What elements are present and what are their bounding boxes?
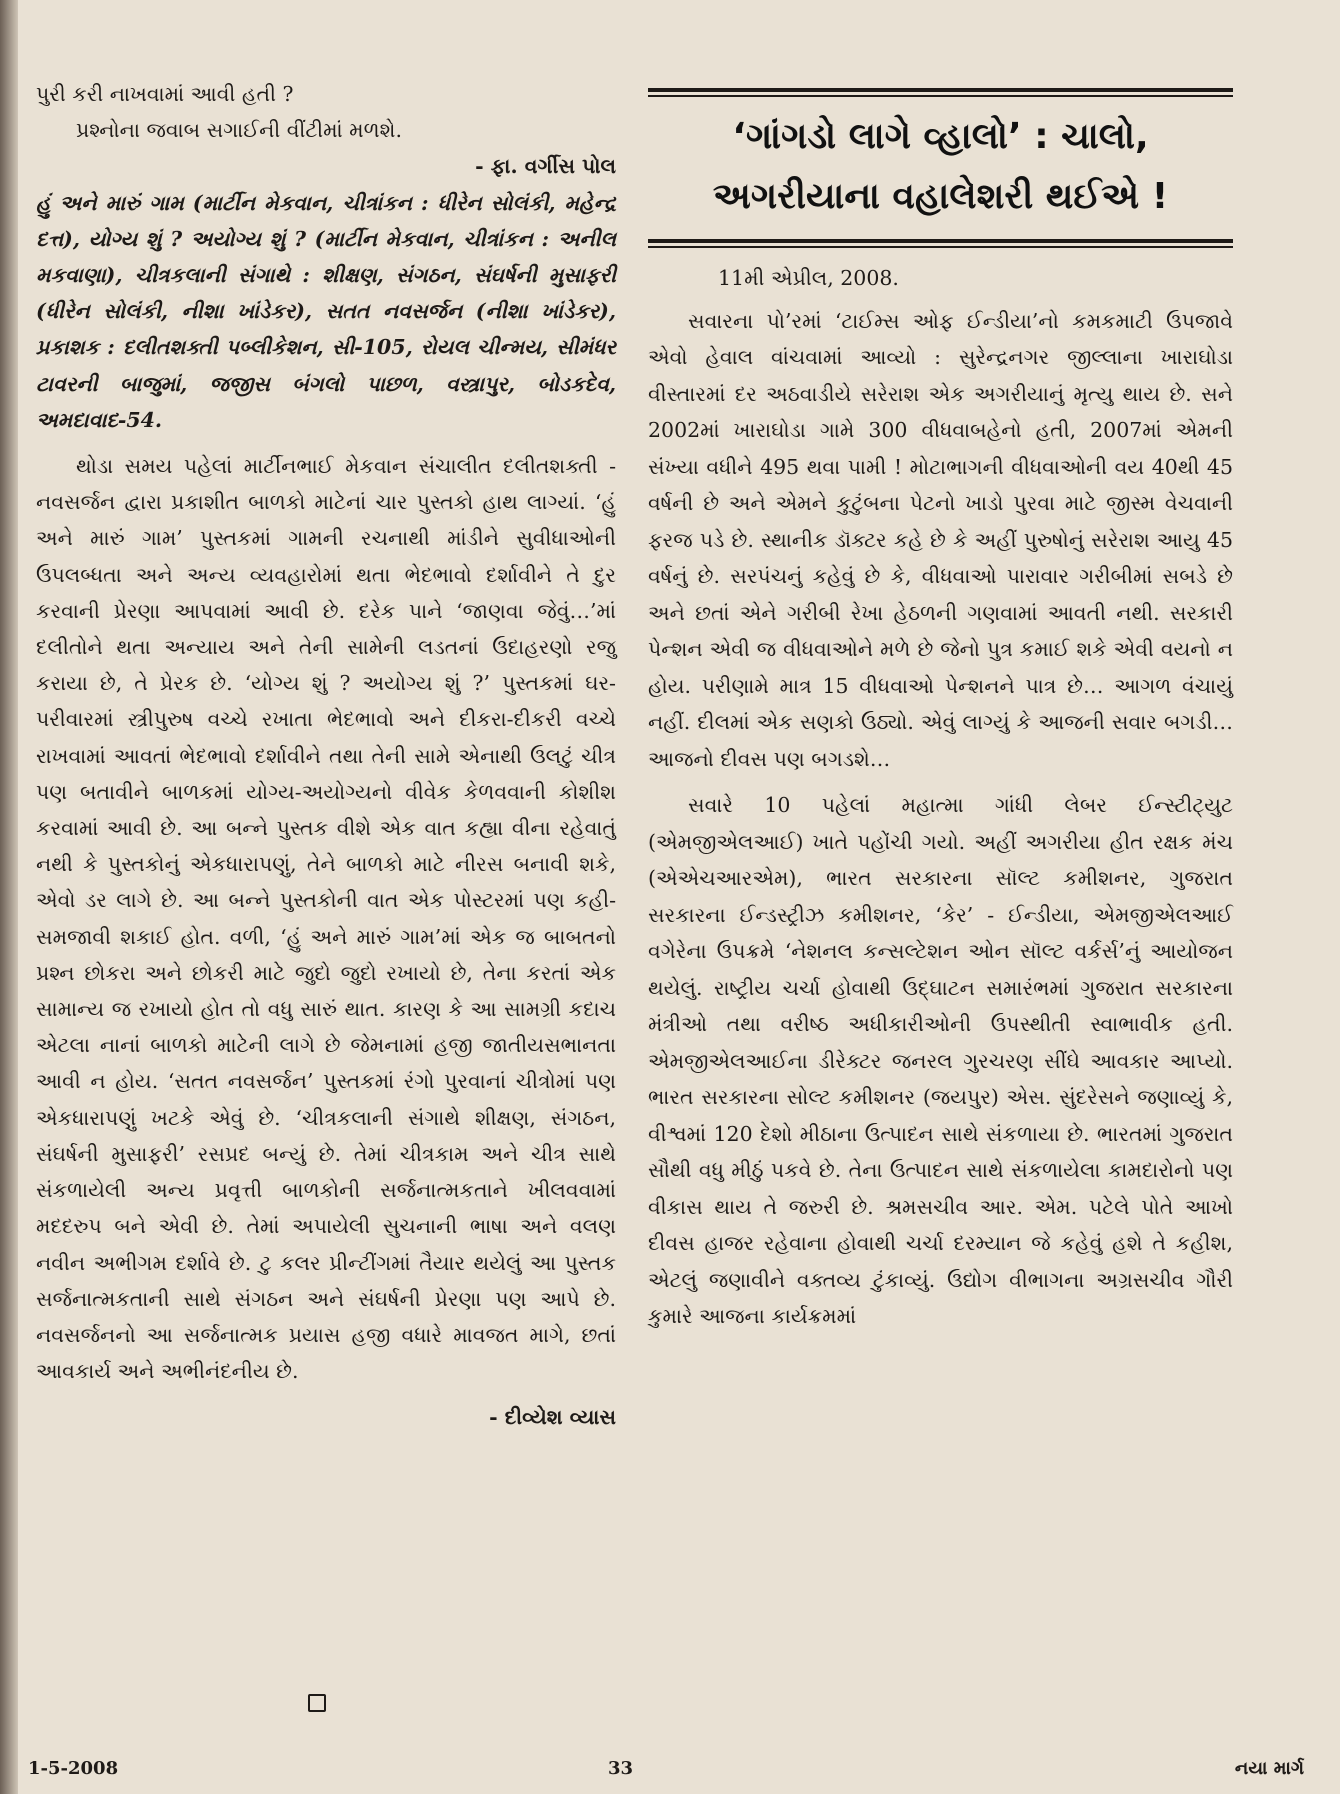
- footer-page-number: 33: [608, 1758, 634, 1779]
- left-answer-line: પ્રશ્નોના જવાબ સગાઈની વીંટીમાં મળશે.: [76, 118, 402, 143]
- article-title-box: [648, 88, 1233, 248]
- article-paragraph-1: સવારના પો’રમાં ‘ટાઈમ્સ ઓફ ઈન્ડીયા’નો કમકમાટી ઉપજાવે એવો હેવાલ વાંચવામાં આવ્યો : સુરેન્દ્રનગર જીલ્લાના ખારાઘોડા વીસ્તારમાં દર અઠવાડીયે સરેરાશ એક અગરીયાનું મૃત્યુ થાય છે. સને 2002માં ખારાઘોડા ગામે 300 વીધવાબહેનો હતી, 2007માં એમની સંખ્યા વધીને 495 થવા પામી ! મોટાભાગની વીધવાઓની વય 40થી 45 વર્ષની છે અને એમને કુટુંબના પેટનો ખાડો પુરવા માટે જીસ્મ વેચવાની ફરજ પડે છે. સ્થાનીક ડૉક્ટર કહે છે કે અહીં પુરુષોનું સરેરાશ આયુ 45 વર્ષનું છે. સરપંચનું કહેવું છે કે, વીધવાઓ પારાવાર ગરીબીમાં સબડે છે અને છતાં એને ગરીબી રેખા હેઠળની ગણવામાં આવતી નથી. સરકારી પેન્શન એવી જ વીધવાઓને મળે છે જેનો પુત્ર કમાઈ શકે એવી વયનો ન હોય. પરીણામે માત્ર 15 વીધવાઓ પેન્શનને પાત્ર છે… આગળ વંચાયું નહીં. દીલમાં એક સણકો ઉઠ્યો. એવું લાગ્યું કે આજની સવાર બગડી… આજનો દીવસ પણ બગડશે…: [648, 308, 1233, 771]
- title-top-rule: [648, 88, 1233, 97]
- article-title-line1: ‘ગાંગડો લાગે વ્હાલો’ : ચાલો,: [732, 116, 1149, 157]
- page-footer: [28, 1758, 1312, 1788]
- footer-date: 1-5-2008: [28, 1758, 119, 1779]
- spacer: [36, 438, 616, 448]
- book-bibliography: હું અને મારું ગામ (માર્ટીન મેકવાન, ચીત્રાંકન : ધીરેન સોલંકી, મહેન્દ્ર દત્ત), યોગ્ય શું ? અયોગ્ય શું ? (માર્ટીન મેકવાન, ચીત્રાંકન : અનીલ મકવાણા), ચીત્રકલાની સંગાથે : શીક્ષણ, સંગઠન, સંઘર્ષની મુસાફરી (ધીરેન સોલંકી, નીશા ખાંડેકર), સતત નવસર્જન (નીશા ખાંડેકર), પ્રકાશક : દલીતશક્તી પબ્લીકેશન, સી-105, રોયલ ચીન્મય, સીમંધર ટાવરની બાજુમાં, જજીસ બંગલો પાછળ, વસ્ત્રાપુર, બોડકદેવ, અમદાવાદ-54.: [36, 190, 616, 432]
- left-column: [36, 76, 616, 1436]
- signature-divyesh-vyas: - દીવ્યેશ વ્યાસ: [489, 1405, 616, 1430]
- left-intro-line: પુરી કરી નાખવામાં આવી હતી ?: [36, 82, 294, 106]
- spacer: [36, 1389, 616, 1399]
- title-bottom-rule: [648, 239, 1233, 248]
- article-paragraph-2: સવારે 10 પહેલાં મહાત્મા ગાંધી લેબર ઈન્સ્ટીટ્યુટ (એમજીએલઆઈ) ખાતે પહોંચી ગયો. અહીં અગરીયા હીત રક્ષક મંચ (એએચઆરએમ), ભારત સરકારના સૉલ્ટ કમીશનર, ગુજરાત સરકારના ઈન્ડસ્ટ્રીઝ કમીશનર, ‘કેર’ - ઈન્ડીયા, એમજીએલઆઈ વગેરેના ઉપક્રમે ‘નેશનલ કન્સલ્ટેશન ઓન સૉલ્ટ વર્કર્સ’નું આયોજન થયેલું. રાષ્ટ્રીય ચર્ચા હોવાથી ઉદ્ઘાટન સમારંભમાં ગુજરાત સરકારના મંત્રીઓ તથા વરીષ્ઠ અધીકારીઓની ઉપસ્થીતી સ્વાભાવીક હતી. એમજીએલઆઈના ડીરેક્ટર જનરલ ગુરચરણ સીંઘે આવકાર આપ્યો. ભારત સરકારના સોલ્ટ કમીશનર (જયપુર) એસ. સુંદરેસને જણાવ્યું કે, વીશ્વમાં 120 દેશો મીઠાના ઉત્પાદન સાથે સંકળાયા છે. ભારતમાં ગુજરાત સૌથી વધુ મીઠું પકવે છે. તેના ઉત્પાદન સાથે સંકળાયેલા કામદારોનો પણ વીકાસ થાય તે જરુરી છે. શ્રમસચીવ આર. એમ. પટેલે પોતે આખો દીવસ હાજર રહેવાના હોવાથી ચર્ચા દરમ્યાન જે કહેવું હશે તે કહીશ, એટલું જણાવીને વક્તવ્ય ટુંકાવ્યું. ઉદ્યોગ વીભાગના અગ્રસચીવ ગૌરી કુમારે આજના કાર્યક્રમમાં: [648, 793, 1233, 1328]
- article-date: 11મી એપ્રીલ, 2008.: [718, 266, 899, 290]
- right-column: [648, 260, 1233, 1335]
- book-review-body: થોડા સમય પહેલાં માર્ટીનભાઈ મેકવાન સંચાલીત દલીતશક્તી - નવસર્જન દ્વારા પ્રકાશીત બાળકો માટેનાં ચાર પુસ્તકો હાથ લાગ્યાં. ‘હું અને મારું ગામ’ પુસ્તકમાં ગામની રચનાથી માંડીને સુવીધાઓની ઉપલબ્ધતા અને અન્ય વ્યવહારોમાં થતા ભેદભાવો દર્શાવીને તે દુર કરવાની પ્રેરણા આપવામાં આવી છે. દરેક પાને ‘જાણવા જેવું…’માં દલીતોને થતા અન્યાય અને તેની સામેની લડતનાં ઉદાહરણો રજુ કરાયા છે, તે પ્રેરક છે. ‘યોગ્ય શું ? અયોગ્ય શું ?’ પુસ્તકમાં ઘર-પરીવારમાં સ્ત્રીપુરુષ વચ્ચે રખાતા ભેદભાવો અને દીકરા-દીકરી વચ્ચે રાખવામાં આવતાં ભેદભાવો દર્શાવીને તથા તેની સામે એનાથી ઉલટું ચીત્ર પણ બતાવીને બાળકમાં યોગ્ય-અયોગ્યનો વીવેક કેળવવાની કોશીશ કરવામાં આવી છે. આ બન્ને પુસ્તક વીશે એક વાત કહ્યા વીના રહેવાતું નથી કે પુસ્તકોનું એકધારાપણું, તેને બાળકો માટે નીરસ બનાવી શકે, એવો ડર લાગે છે. આ બન્ને પુસ્તકોની વાત એક પોસ્ટરમાં પણ કહી-સમજાવી શકાઈ હોત. વળી, ‘હું અને મારું ગામ’માં એક જ બાબતનો પ્રશ્ન છોકરા અને છોકરી માટે જુદો જુદો રખાયો છે, તેના કરતાં એક સામાન્ય જ રખાયો હોત તો વધુ સારું થાત. કારણ કે આ સામગ્રી કદાચ એટલા નાનાં બાળકો માટેની લાગે છે જેમનામાં હજી જાતીયસભાનતા આવી ન હોય. ‘સતત નવસર્જન’ પુસ્તકમાં રંગો પુરવાનાં ચીત્રોમાં પણ એકધારાપણું ખટકે એવું છે. ‘ચીત્રકલાની સંગાથે શીક્ષણ, સંગઠન, સંઘર્ષની મુસાફરી’ રસપ્રદ બન્યું છે. તેમાં ચીત્રકામ અને ચીત્ર સાથે સંકળાયેલી અન્ય પ્રવૃત્તી બાળકોની સર્જનાત્મકતાને ખીલવવામાં મદદરુપ બને એવી છે. તેમાં અપાયેલી સુચનાની ભાષા અને વલણ નવીન અભીગમ દર્શાવે છે. ટુ કલર પ્રીન્ટીંગમાં તૈયાર થયેલું આ પુસ્તક સર્જનાત્મકતાની સાથે સંગઠન અને સંઘર્ષની પ્રેરણા પણ આપે છે. નવસર્જનનો આ સર્જનાત્મક પ્રયાસ હજી વધારે માવજત માગે, છતાં આવકાર્ય અને અભીનંદનીય છે.: [36, 454, 616, 1384]
- end-of-article-mark: [308, 1694, 326, 1712]
- footer-magazine-name: નયા માર્ગ: [1234, 1758, 1304, 1779]
- article-title: [648, 107, 1233, 227]
- page-spine-shadow: [0, 0, 18, 1794]
- article-title-line2: અગરીયાના વહાલેશરી થઈએ !: [712, 176, 1169, 217]
- signature-varghese-paul: - ફા. વર્ગીસ પોલ: [475, 154, 616, 179]
- spacer: [648, 777, 1233, 787]
